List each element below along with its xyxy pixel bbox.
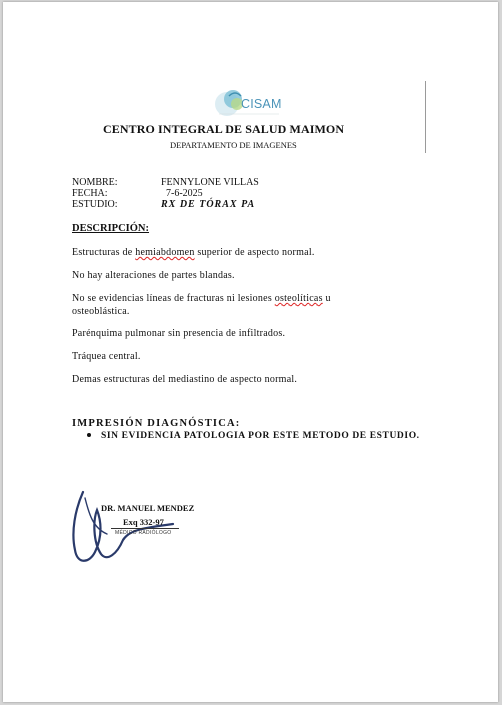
institution-title: CENTRO INTEGRAL DE SALUD MAIMON — [103, 122, 345, 136]
impression-item: SIN EVIDENCIA PATOLOGIA POR ESTE METODO DE ESTUDIO. — [87, 431, 420, 441]
impression-heading: IMPRESIÓN DIAGNÓSTICA: — [72, 418, 241, 429]
handwritten-signature — [63, 484, 183, 570]
bullet-icon — [87, 433, 91, 437]
study-label: ESTUDIO: — [72, 199, 118, 210]
name-value: FENNYLONE VILLAS — [161, 177, 259, 188]
finding-paragraph: Parénquima pulmonar sin presencia de infiltrados. — [72, 328, 286, 339]
document-page — [3, 2, 498, 702]
finding-paragraph: Demas estructuras del mediastino de aspecto normal. — [72, 374, 298, 385]
description-heading: DESCRIPCIÓN: — [72, 223, 150, 234]
finding-paragraph: No se evidencias líneas de fracturas ni lesiones osteolíticas u osteoblástica. — [72, 293, 331, 317]
spellcheck-flag: hemiabdomen — [135, 247, 195, 258]
finding-paragraph: Tráquea central. — [72, 351, 141, 362]
finding-paragraph: No hay alteraciones de partes blandas. — [72, 270, 235, 281]
logo-text: CISAM — [241, 97, 282, 111]
study-value: RX DE TÓRAX PA — [161, 199, 256, 210]
signature-exequatur: Exq 332-97 — [123, 517, 164, 527]
signature-name: DR. MANUEL MENDEZ — [101, 503, 195, 513]
signature-role: MÉDICO RADIÓLOGO — [115, 530, 172, 536]
signature-line — [111, 528, 179, 529]
department-subtitle: DEPARTAMENTO DE IMAGENES — [170, 140, 297, 150]
date-value: 7-6-2025 — [166, 188, 203, 199]
spellcheck-flag: osteolíticas — [274, 293, 323, 304]
margin-rule — [425, 81, 426, 153]
name-label: NOMBRE: — [72, 177, 118, 188]
finding-paragraph: Estructuras de hemiabdomen superior de aspecto normal. — [72, 247, 315, 258]
date-label: FECHA: — [72, 188, 108, 199]
